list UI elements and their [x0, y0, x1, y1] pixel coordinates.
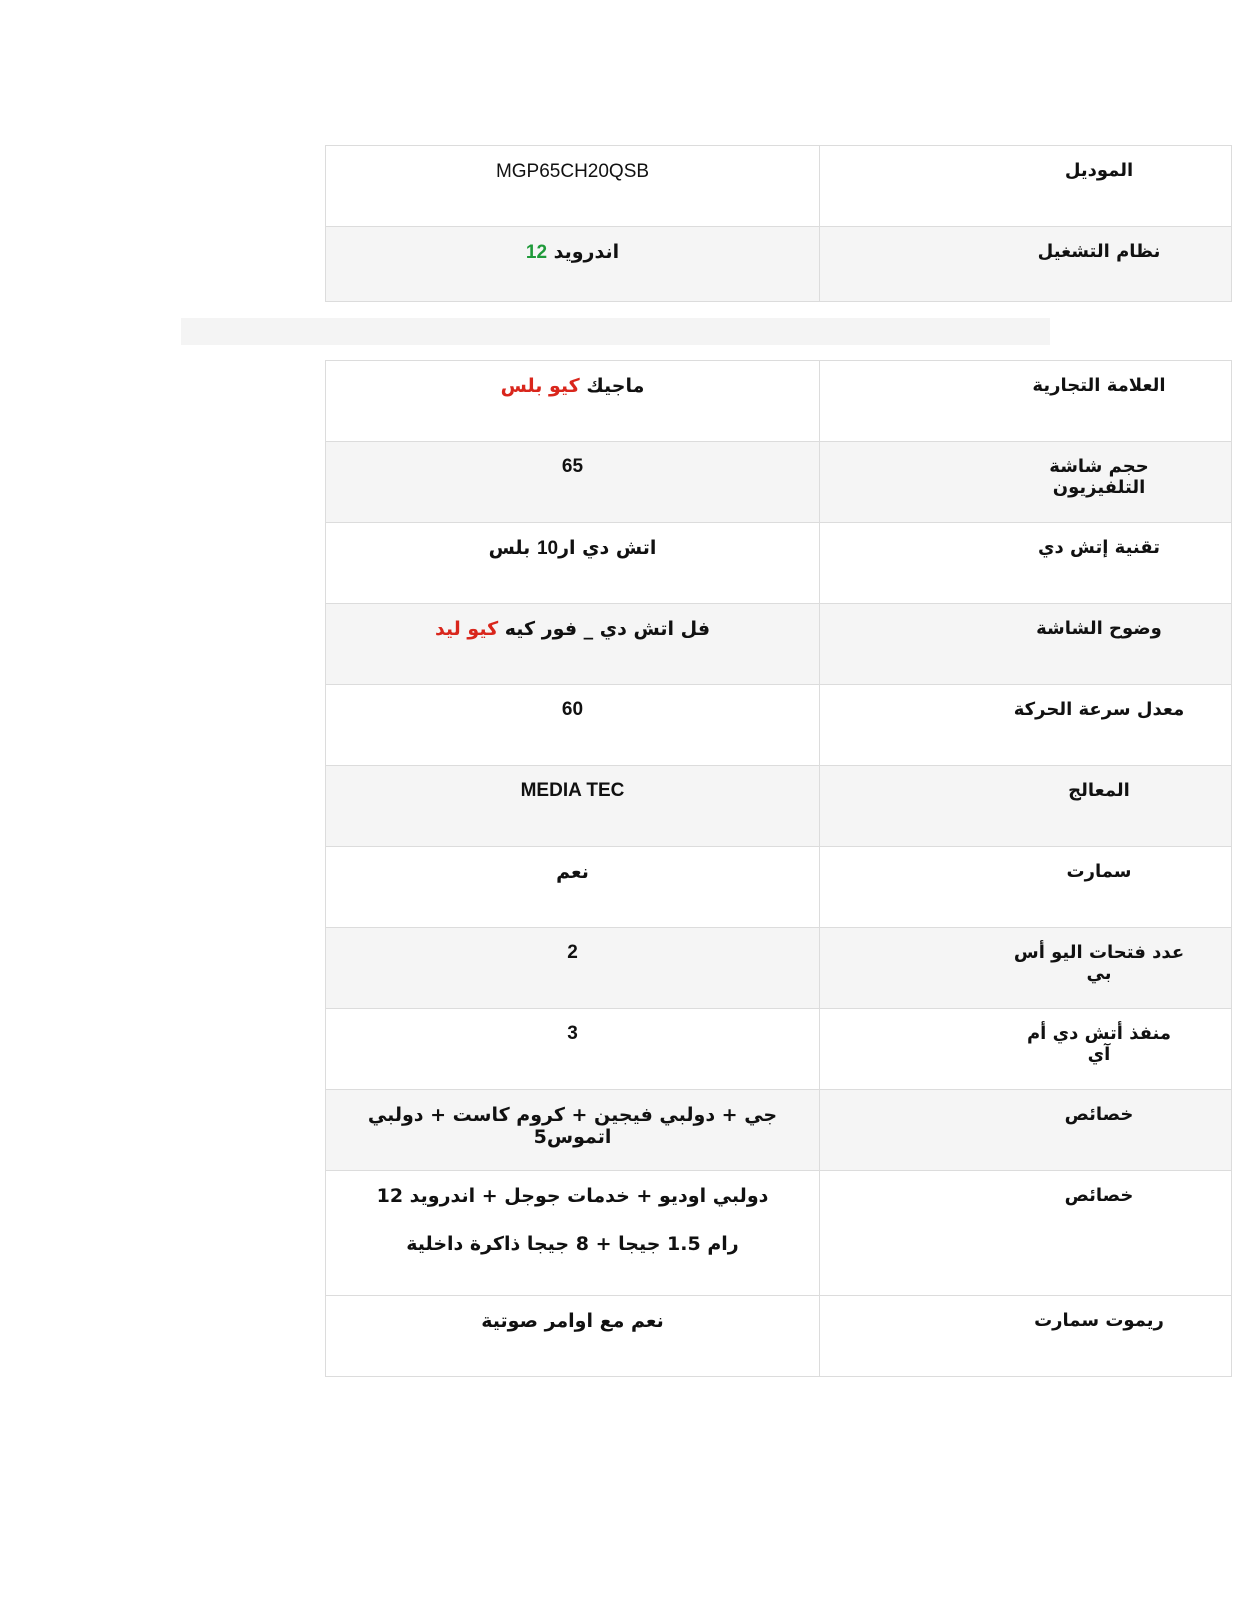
hdr-value-prefix: اتش دي ار: [558, 537, 657, 559]
label-cell: [820, 685, 1232, 766]
brand-label: العلامة التجارية: [1032, 375, 1166, 396]
refresh-rate-label: معدل سرعة الحركة: [1013, 699, 1185, 720]
screen-size-value: 65: [561, 456, 584, 477]
label-cell: [820, 766, 1232, 847]
value-cell: [326, 685, 820, 766]
resolution-label: وضوح الشاشة: [1036, 618, 1162, 639]
label-cell: [820, 847, 1232, 928]
table-row: [326, 1090, 1232, 1171]
features-label: خصائص: [1064, 1104, 1134, 1125]
model-value: MGP65CH20QSB: [495, 161, 650, 182]
smart-label: سمارت: [1066, 861, 1132, 882]
label-cell: [820, 1009, 1232, 1090]
value-cell: [326, 604, 820, 685]
os-value-text: اندرويد: [553, 241, 620, 263]
table-row: [326, 1171, 1232, 1296]
table-row: [326, 847, 1232, 928]
model-label: الموديل: [1064, 160, 1134, 181]
table-row: [326, 361, 1232, 442]
table-row: [326, 685, 1232, 766]
value-cell: [326, 766, 820, 847]
hdmi-count-label: منفذ أتش دي أم آي: [1026, 1023, 1172, 1065]
label-cell: [820, 1090, 1232, 1171]
table-row: [326, 1296, 1232, 1377]
value-cell: [326, 1171, 820, 1296]
screen-size-label: حجم شاشة التلفيزيون: [1049, 456, 1149, 498]
value-cell: [326, 442, 820, 523]
usb-count-label: عدد فتحات اليو أس بي: [1013, 942, 1185, 984]
label-cell: [820, 523, 1232, 604]
table-row: [326, 146, 1232, 227]
features-value-line1: دولبي اوديو + خدمات جوجل + اندرويد 12: [376, 1185, 769, 1207]
refresh-rate-value: 60: [561, 699, 584, 720]
resolution-value: فل اتش دي _ فور كيه: [504, 618, 711, 640]
hdr-value-suffix: بلس: [488, 537, 531, 559]
table-row: [326, 604, 1232, 685]
label-cell: [820, 1296, 1232, 1377]
hdr-label: تقنية إتش دي: [1038, 537, 1160, 558]
features-label-2: خصائص: [1064, 1185, 1134, 1206]
label-cell: [820, 1171, 1232, 1296]
spec-table-top: [325, 145, 1232, 302]
value-cell: [326, 1090, 820, 1171]
value-cell: [326, 361, 820, 442]
label-cell: [820, 361, 1232, 442]
features-value-line2: رام 1.5 جيجا + 8 جيجا ذاكرة داخلية: [406, 1233, 739, 1255]
value-cell: [326, 1296, 820, 1377]
table-row: [326, 523, 1232, 604]
value-cell: [326, 847, 820, 928]
value-cell: [326, 146, 820, 227]
label-cell: [820, 928, 1232, 1009]
remote-value: نعم مع اوامر صوتية: [481, 1310, 664, 1332]
value-cell: [326, 227, 820, 302]
usb-count-value: 2: [567, 942, 578, 963]
smart-value: نعم: [556, 861, 589, 883]
brand-value: ماجيك: [586, 375, 645, 397]
table-row: [326, 1009, 1232, 1090]
brand-value-highlight: كيو بلس: [500, 375, 580, 397]
processor-value: MEDIA TEC: [520, 780, 625, 801]
os-label: نظام التشغيل: [1037, 241, 1161, 262]
separator-bar: [181, 318, 1050, 345]
os-version-number: 12: [525, 242, 548, 263]
label-cell: [820, 604, 1232, 685]
processor-label: المعالج: [1068, 780, 1130, 801]
table-row: [326, 227, 1232, 302]
hdmi-count-value: 3: [567, 1023, 578, 1044]
label-cell: [820, 146, 1232, 227]
resolution-value-highlight: كيو ليد: [434, 618, 499, 640]
table-row: [326, 442, 1232, 523]
hdr-value-number: 10: [536, 538, 559, 559]
label-cell: [820, 227, 1232, 302]
value-cell: [326, 523, 820, 604]
label-cell: [820, 442, 1232, 523]
spec-table-main: [325, 360, 1232, 1377]
features-value: جي + دولبي فيجين + كروم كاست + دولبي اتموس5: [367, 1104, 778, 1148]
value-cell: [326, 928, 820, 1009]
table-row: [326, 928, 1232, 1009]
remote-label: ريموت سمارت: [1034, 1310, 1164, 1331]
value-cell: [326, 1009, 820, 1090]
table-row: [326, 766, 1232, 847]
